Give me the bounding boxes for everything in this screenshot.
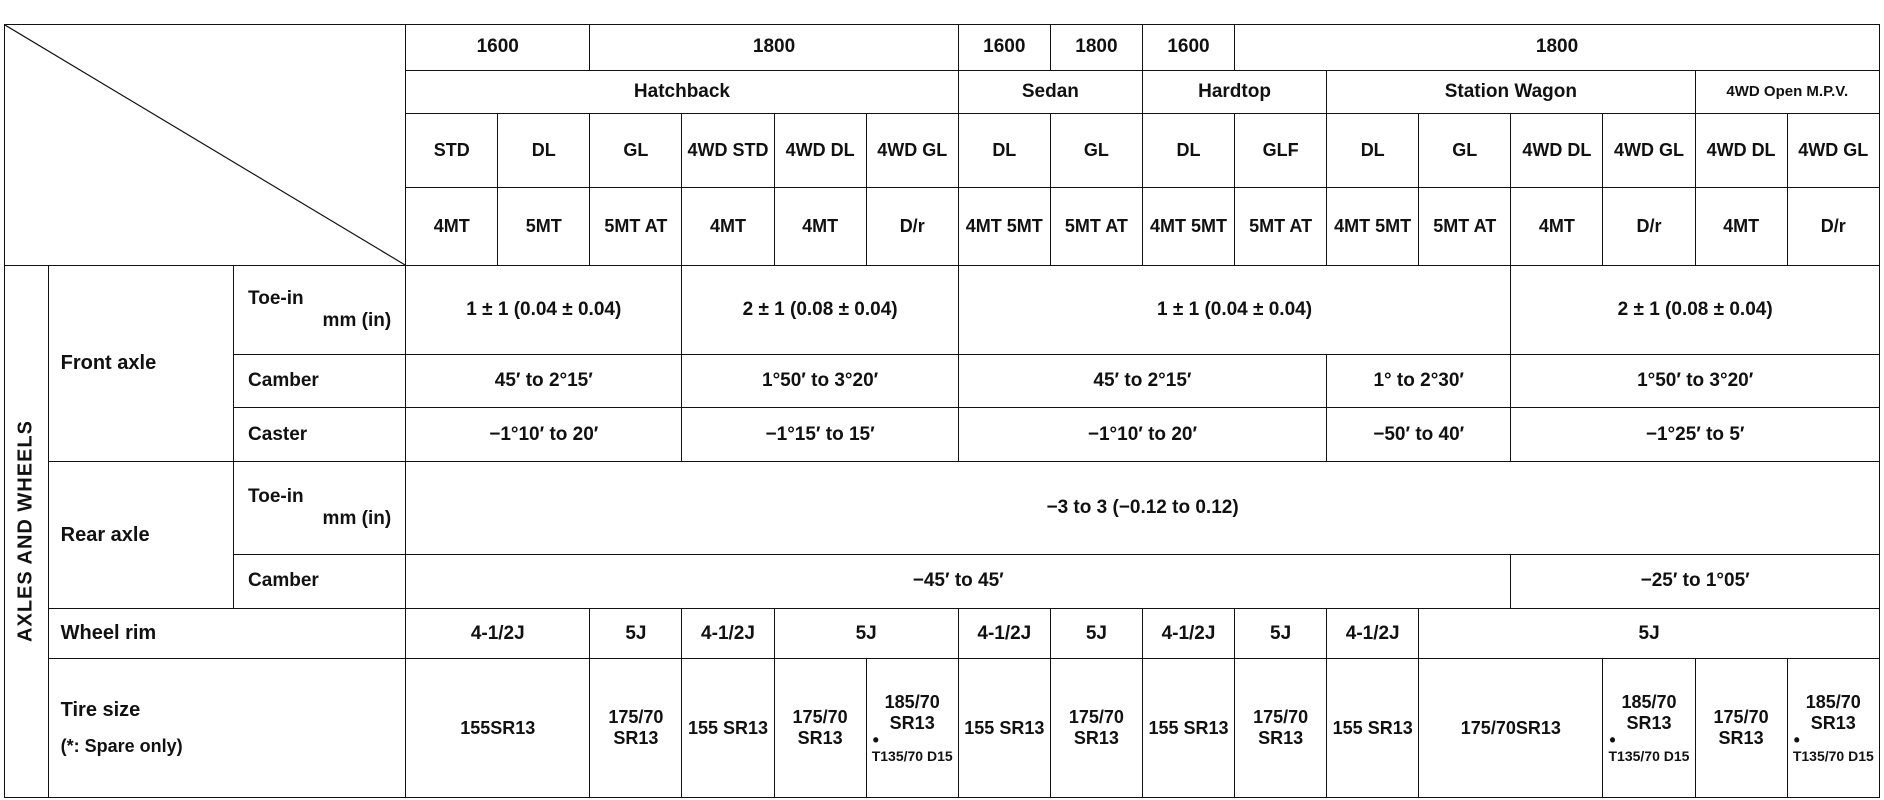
rear-axle-label: Rear axle bbox=[48, 462, 233, 609]
spare-tire-size: T135/70 D15 bbox=[1608, 747, 1690, 764]
section-label: AXLES AND WHEELS bbox=[14, 420, 37, 643]
value-cell: 2 ± 1 (0.08 ± 0.04) bbox=[1511, 265, 1880, 354]
displacement-cell: 1800 bbox=[590, 25, 958, 71]
grade-cell: DL bbox=[498, 114, 590, 188]
front-axle-label: Front axle bbox=[48, 265, 233, 461]
transmission-cell: 5MT AT bbox=[590, 187, 682, 265]
grade-cell: 4WD GL bbox=[1787, 114, 1879, 188]
tire-cell: 155 SR13 bbox=[682, 658, 774, 797]
value-cell: 45′ to 2°15′ bbox=[406, 355, 682, 408]
front-camber-row bbox=[5, 355, 1880, 408]
value-cell: 4-1/2J bbox=[682, 609, 774, 659]
body-type-cell: Hardtop bbox=[1142, 70, 1326, 113]
transmission-cell: 5MT bbox=[498, 187, 590, 265]
transmission-cell: 5MT AT bbox=[1050, 187, 1142, 265]
spare-tire-size: T135/70 D15 bbox=[871, 747, 953, 764]
value-cell: 4-1/2J bbox=[1142, 609, 1234, 659]
transmission-cell: 4MT bbox=[1511, 187, 1603, 265]
front-caster-row bbox=[5, 408, 1880, 462]
displacement-cell: 1800 bbox=[1235, 25, 1880, 71]
value-cell: −1°25′ to 5′ bbox=[1511, 408, 1880, 462]
transmission-cell: 4MT bbox=[1695, 187, 1787, 265]
transmission-cell: D/r bbox=[866, 187, 958, 265]
camber-label-cell bbox=[234, 355, 406, 408]
value-cell: −45′ to 45′ bbox=[406, 554, 1511, 608]
diagonal-line bbox=[5, 25, 405, 265]
tire-cell-with-spare bbox=[866, 658, 958, 797]
value-cell: 5J bbox=[774, 609, 958, 659]
grade-cell: 4WD GL bbox=[1603, 114, 1695, 188]
value-cell: 1 ± 1 (0.04 ± 0.04) bbox=[406, 265, 682, 354]
grade-cell: GL bbox=[1419, 114, 1511, 188]
body-type-cell: 4WD Open M.P.V. bbox=[1695, 70, 1879, 113]
transmission-cell: 4MT bbox=[406, 187, 498, 265]
wheel-rim-row bbox=[5, 609, 1880, 659]
front-toe-in-row bbox=[5, 265, 1880, 354]
rear-toe-in-row bbox=[5, 462, 1880, 554]
tire-cell: 175/70SR13 bbox=[1419, 658, 1603, 797]
body-type-cell: Station Wagon bbox=[1327, 70, 1695, 113]
body-type-cell: Hatchback bbox=[406, 70, 959, 113]
grade-cell: 4WD DL bbox=[1695, 114, 1787, 188]
value-cell: −50′ to 40′ bbox=[1327, 408, 1511, 462]
grade-cell: DL bbox=[1327, 114, 1419, 188]
tire-cell: 175/70 SR13 bbox=[774, 658, 866, 797]
displacement-row bbox=[5, 25, 1880, 71]
toe-in-unit: mm (in) bbox=[322, 309, 392, 331]
tire-size: 185/70 SR13 bbox=[1621, 692, 1677, 733]
grade-cell: STD bbox=[406, 114, 498, 188]
tire-cell-with-spare bbox=[1603, 658, 1695, 797]
grade-cell: DL bbox=[1142, 114, 1234, 188]
body-type-cell: Sedan bbox=[958, 70, 1142, 113]
tire-cell: 175/70 SR13 bbox=[590, 658, 682, 797]
tire-cell: 155 SR13 bbox=[1142, 658, 1234, 797]
transmission-cell: 4MT 5MT bbox=[1327, 187, 1419, 265]
grade-cell: 4WD DL bbox=[1511, 114, 1603, 188]
tire-size-note: (*: Spare only) bbox=[60, 736, 183, 757]
toe-in-unit: mm (in) bbox=[322, 508, 392, 530]
tire-size: 185/70 SR13 bbox=[1805, 692, 1861, 733]
grade-cell: 4WD GL bbox=[866, 114, 958, 188]
tire-size-row bbox=[5, 658, 1880, 797]
value-cell: 4-1/2J bbox=[1327, 609, 1419, 659]
transmission-cell: 4MT bbox=[682, 187, 774, 265]
spare-tire-size: T135/70 D15 bbox=[1792, 747, 1874, 764]
section-label-cell bbox=[5, 265, 49, 797]
specification-table bbox=[4, 24, 1880, 798]
value-cell: 5J bbox=[1235, 609, 1327, 659]
tire-cell: 175/70 SR13 bbox=[1050, 658, 1142, 797]
tire-size: 185/70 SR13 bbox=[884, 692, 940, 733]
value-cell: −3 to 3 (−0.12 to 0.12) bbox=[406, 462, 1880, 554]
grade-cell: GL bbox=[1050, 114, 1142, 188]
value-cell: 1° to 2°30′ bbox=[1327, 355, 1511, 408]
transmission-cell: 5MT AT bbox=[1235, 187, 1327, 265]
spare-mark: • bbox=[872, 730, 879, 751]
value-cell: 5J bbox=[1419, 609, 1880, 659]
toe-in-label-cell bbox=[234, 462, 406, 554]
transmission-cell: D/r bbox=[1787, 187, 1879, 265]
spare-mark: • bbox=[1793, 730, 1800, 751]
displacement-cell: 1600 bbox=[958, 25, 1050, 71]
tire-cell: 155 SR13 bbox=[958, 658, 1050, 797]
spare-mark: • bbox=[1609, 730, 1616, 751]
transmission-cell: 4MT 5MT bbox=[958, 187, 1050, 265]
value-cell: −1°15′ to 15′ bbox=[682, 408, 958, 462]
toe-in-label-cell bbox=[234, 265, 406, 354]
transmission-cell: 4MT 5MT bbox=[1142, 187, 1234, 265]
header-corner-cell bbox=[5, 25, 406, 266]
tire-size-label-cell bbox=[48, 658, 406, 797]
value-cell: 1 ± 1 (0.04 ± 0.04) bbox=[958, 265, 1511, 354]
value-cell: 4-1/2J bbox=[406, 609, 590, 659]
grade-cell: 4WD DL bbox=[774, 114, 866, 188]
value-cell: −1°10′ to 20′ bbox=[958, 408, 1326, 462]
transmission-cell: 5MT AT bbox=[1419, 187, 1511, 265]
wheel-rim-label: Wheel rim bbox=[48, 609, 406, 659]
caster-label-cell bbox=[234, 408, 406, 462]
tire-cell: 155 SR13 bbox=[1327, 658, 1419, 797]
toe-in-label: Toe-in bbox=[248, 288, 304, 310]
displacement-cell: 1800 bbox=[1050, 25, 1142, 71]
value-cell: 1°50′ to 3°20′ bbox=[1511, 355, 1880, 408]
rear-camber-row bbox=[5, 554, 1880, 608]
camber-label: Camber bbox=[248, 570, 319, 592]
transmission-cell: 4MT bbox=[774, 187, 866, 265]
tire-cell: 175/70 SR13 bbox=[1235, 658, 1327, 797]
displacement-cell: 1600 bbox=[406, 25, 590, 71]
value-cell: −25′ to 1°05′ bbox=[1511, 554, 1880, 608]
transmission-cell: D/r bbox=[1603, 187, 1695, 265]
grade-cell: GL bbox=[590, 114, 682, 188]
tire-cell-with-spare bbox=[1787, 658, 1879, 797]
displacement-cell: 1600 bbox=[1142, 25, 1234, 71]
grade-cell: 4WD STD bbox=[682, 114, 774, 188]
tire-size-label: Tire size bbox=[60, 699, 141, 722]
value-cell: 1°50′ to 3°20′ bbox=[682, 355, 958, 408]
camber-label-cell bbox=[234, 554, 406, 608]
toe-in-label: Toe-in bbox=[248, 486, 304, 508]
value-cell: 45′ to 2°15′ bbox=[958, 355, 1326, 408]
value-cell: −1°10′ to 20′ bbox=[406, 408, 682, 462]
value-cell: 5J bbox=[590, 609, 682, 659]
camber-label: Camber bbox=[248, 370, 319, 392]
grade-cell: GLF bbox=[1235, 114, 1327, 188]
tire-cell: 155SR13 bbox=[406, 658, 590, 797]
grade-cell: DL bbox=[958, 114, 1050, 188]
tire-cell: 175/70 SR13 bbox=[1695, 658, 1787, 797]
value-cell: 4-1/2J bbox=[958, 609, 1050, 659]
caster-label: Caster bbox=[248, 423, 308, 445]
value-cell: 5J bbox=[1050, 609, 1142, 659]
value-cell: 2 ± 1 (0.08 ± 0.04) bbox=[682, 265, 958, 354]
